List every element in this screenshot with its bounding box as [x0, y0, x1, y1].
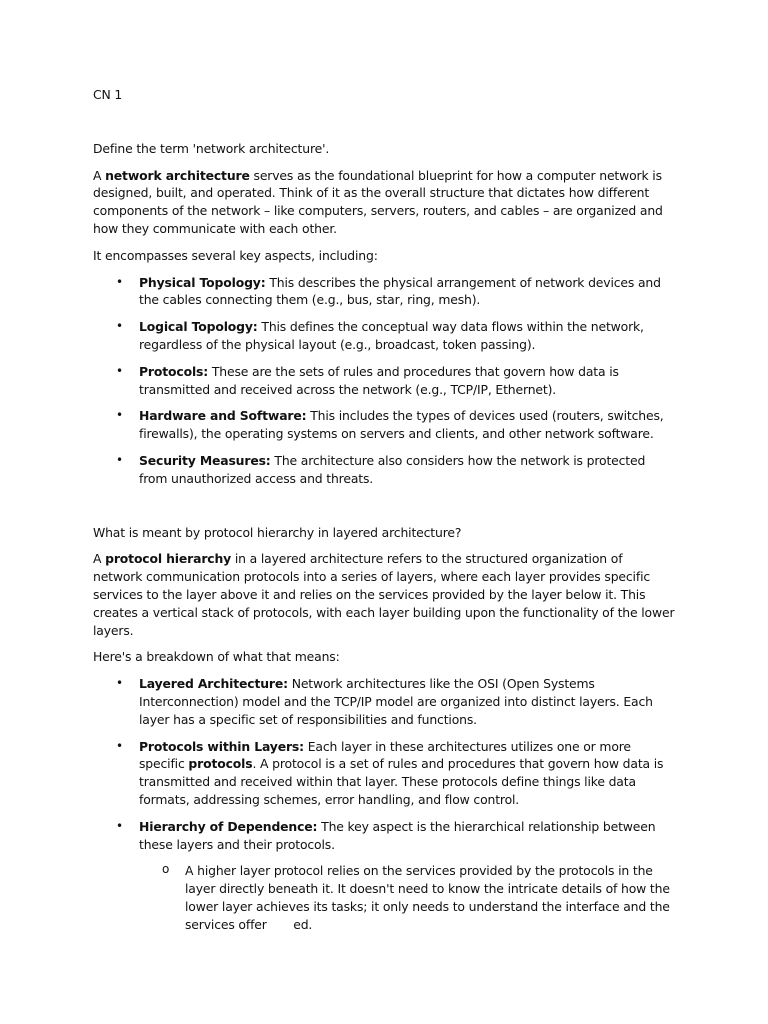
- list-item-text: The key aspect is the hierarchical relationship between these layers and their protocols.: [139, 818, 656, 852]
- list-item-text: This defines the conceptual way data flows within the network, regardless of the physical layout (e.g., broadcast, token passing).: [139, 319, 644, 352]
- list-item: [93, 452, 675, 488]
- document-heading: CN 1: [93, 87, 123, 102]
- list-item-text: Each layer in these architectures utilizes one or more specific: [139, 738, 631, 772]
- list-item-term: Physical Topology:: [139, 274, 266, 290]
- list-item-text-continued: . A protocol is a set of rules and procedures that govern how data is transmitted and received within that layer. These protocols define things like data formats, addressing schemes, error handling, and flow control.: [139, 756, 664, 807]
- paragraph-text: in a layered architecture refers to the structured organization of network communication protocols into a series of layers, where each layer provides specific services to the layer above it and relies on the services provided by the layer below it. This creates a vertical stack of protocols, with each layer building upon the functionality of the lower layers.: [93, 551, 675, 638]
- breakdown-list: [93, 675, 675, 933]
- list-item-term: Security Measures:: [139, 452, 271, 468]
- paragraph-text: serves as the foundational blueprint for how a computer network is designed, built, and operated. Think of it as the overall structure that dictates how different components of the network – like computers, servers, routers, and cables – are organized and how they communicate with each other.: [93, 167, 663, 236]
- list-item-text: This includes the types of devices used (routers, switches, firewalls), the operating systems on servers and clients, and other network software.: [139, 408, 664, 442]
- list-item-text: The architecture also considers how the network is protected from unauthorized access and threats.: [139, 452, 646, 486]
- sub-list: [139, 862, 675, 933]
- lead-sentence: It encompasses several key aspects, including:: [93, 247, 378, 263]
- document-body: [93, 86, 675, 942]
- bullet-icon: •: [116, 319, 123, 334]
- bullet-icon: •: [116, 738, 123, 753]
- question-protocol-hierarchy: What is meant by protocol hierarchy in layered architecture?: [93, 524, 462, 540]
- list-item-text: Network architectures like the OSI (Open Systems Interconnection) model and the TCP/IP model are organized into distinct layers. Each layer has a specific set of responsibilities and functions.: [139, 676, 653, 727]
- list-item: [93, 738, 675, 809]
- list-item-text: This describes the physical arrangement of network devices and the cables connecting them (e.g., bus, star, ring, mesh).: [139, 274, 661, 308]
- list-item: [93, 274, 675, 310]
- list-item: [93, 363, 675, 399]
- bullet-icon: •: [116, 408, 123, 423]
- paragraph-prefix: A: [93, 167, 106, 183]
- sub-bullet-icon: o: [162, 862, 170, 877]
- list-item: [93, 407, 675, 443]
- list-item: [93, 818, 675, 934]
- list-item-inline-bold: protocols: [188, 756, 253, 772]
- sub-list-item-text: A higher layer protocol relies on the services provided by the protocols in the layer directly beneath it. It doesn't need to know the intricate details of how the lower layer achieves its tasks; it only needs to understand the interface and the services offer ed.: [185, 863, 674, 932]
- bullet-icon: •: [116, 818, 123, 833]
- bullet-icon: •: [116, 452, 123, 467]
- bullet-icon: •: [116, 274, 123, 289]
- bold-term: protocol hierarchy: [105, 551, 232, 567]
- bullet-icon: •: [116, 676, 123, 691]
- answer-paragraph: [93, 167, 675, 238]
- list-item-term: Hardware and Software:: [139, 408, 307, 424]
- list-item: [93, 675, 675, 728]
- section-spacer: [93, 497, 675, 524]
- lead-sentence: Here's a breakdown of what that means:: [93, 649, 340, 665]
- list-item-text: These are the sets of rules and procedures that govern how data is transmitted and received across the network (e.g., TCP/IP, Ethernet).: [139, 363, 619, 397]
- answer-paragraph: [93, 550, 675, 639]
- list-item-term: Logical Topology:: [139, 319, 258, 335]
- list-item-term: Protocols within Layers:: [139, 738, 304, 754]
- list-item-term: Protocols:: [139, 363, 209, 379]
- list-item-term: Hierarchy of Dependence:: [139, 818, 318, 834]
- paragraph-prefix: A: [93, 551, 106, 567]
- question-network-architecture: Define the term 'network architecture'.: [93, 140, 330, 156]
- bold-term: network architecture: [105, 167, 250, 183]
- sub-list-item: [139, 862, 675, 933]
- key-aspects-list: [93, 274, 675, 488]
- list-item: [93, 318, 675, 354]
- list-item-term: Layered Architecture:: [139, 676, 288, 692]
- bullet-icon: •: [116, 363, 123, 378]
